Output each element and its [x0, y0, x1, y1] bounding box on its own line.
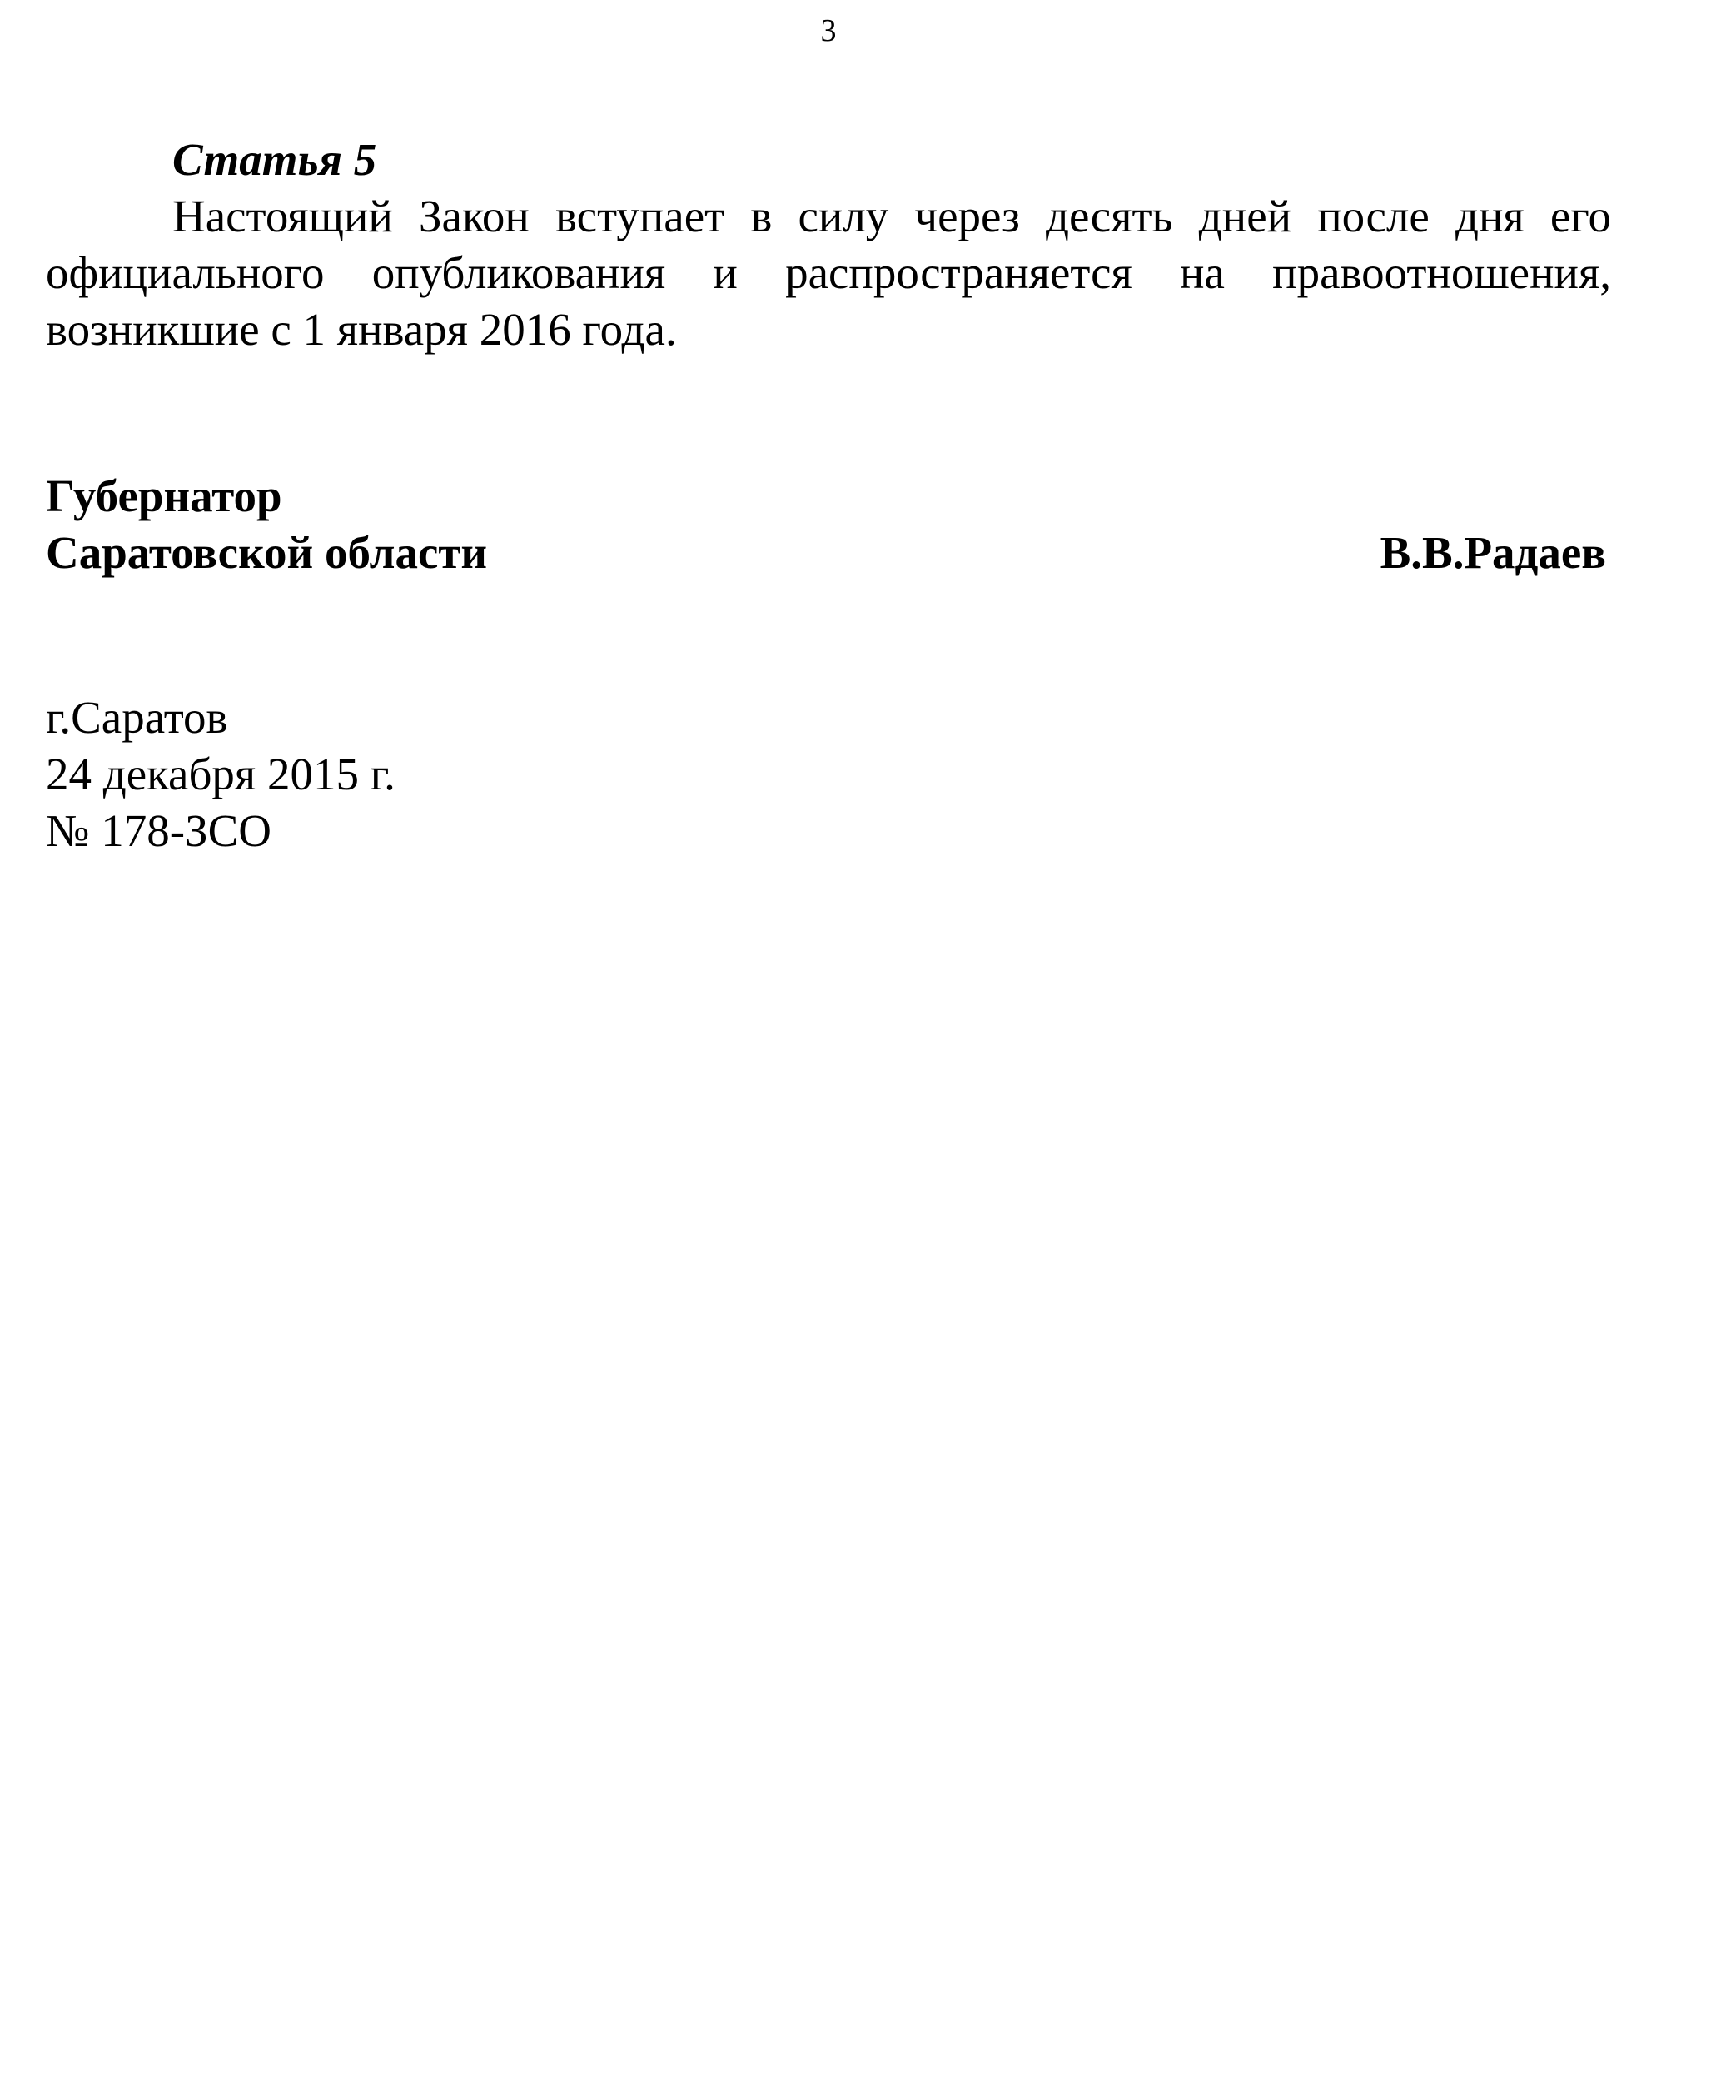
signatory-name: В.В.Радаев — [1380, 527, 1606, 578]
document-details — [46, 689, 395, 859]
article-title: Статья 5 — [172, 134, 377, 185]
document-city: г.Саратов — [46, 692, 228, 743]
signature-block — [46, 468, 1611, 581]
signatory-position-line1: Губернатор — [46, 470, 282, 521]
page-number: 3 — [820, 13, 837, 48]
article-body: Настоящий Закон вступает в силу через десять дней после дня его официального опубликования и распространяется на правоотношения, возникшие с 1 января 2016 года. — [46, 191, 1611, 355]
article-5 — [46, 132, 1611, 358]
document-number: № 178-ЗСО — [46, 805, 271, 856]
signatory-position-line2: Саратовской области — [46, 527, 488, 578]
document-date: 24 декабря 2015 г. — [46, 749, 395, 799]
signature-row — [46, 525, 1611, 581]
